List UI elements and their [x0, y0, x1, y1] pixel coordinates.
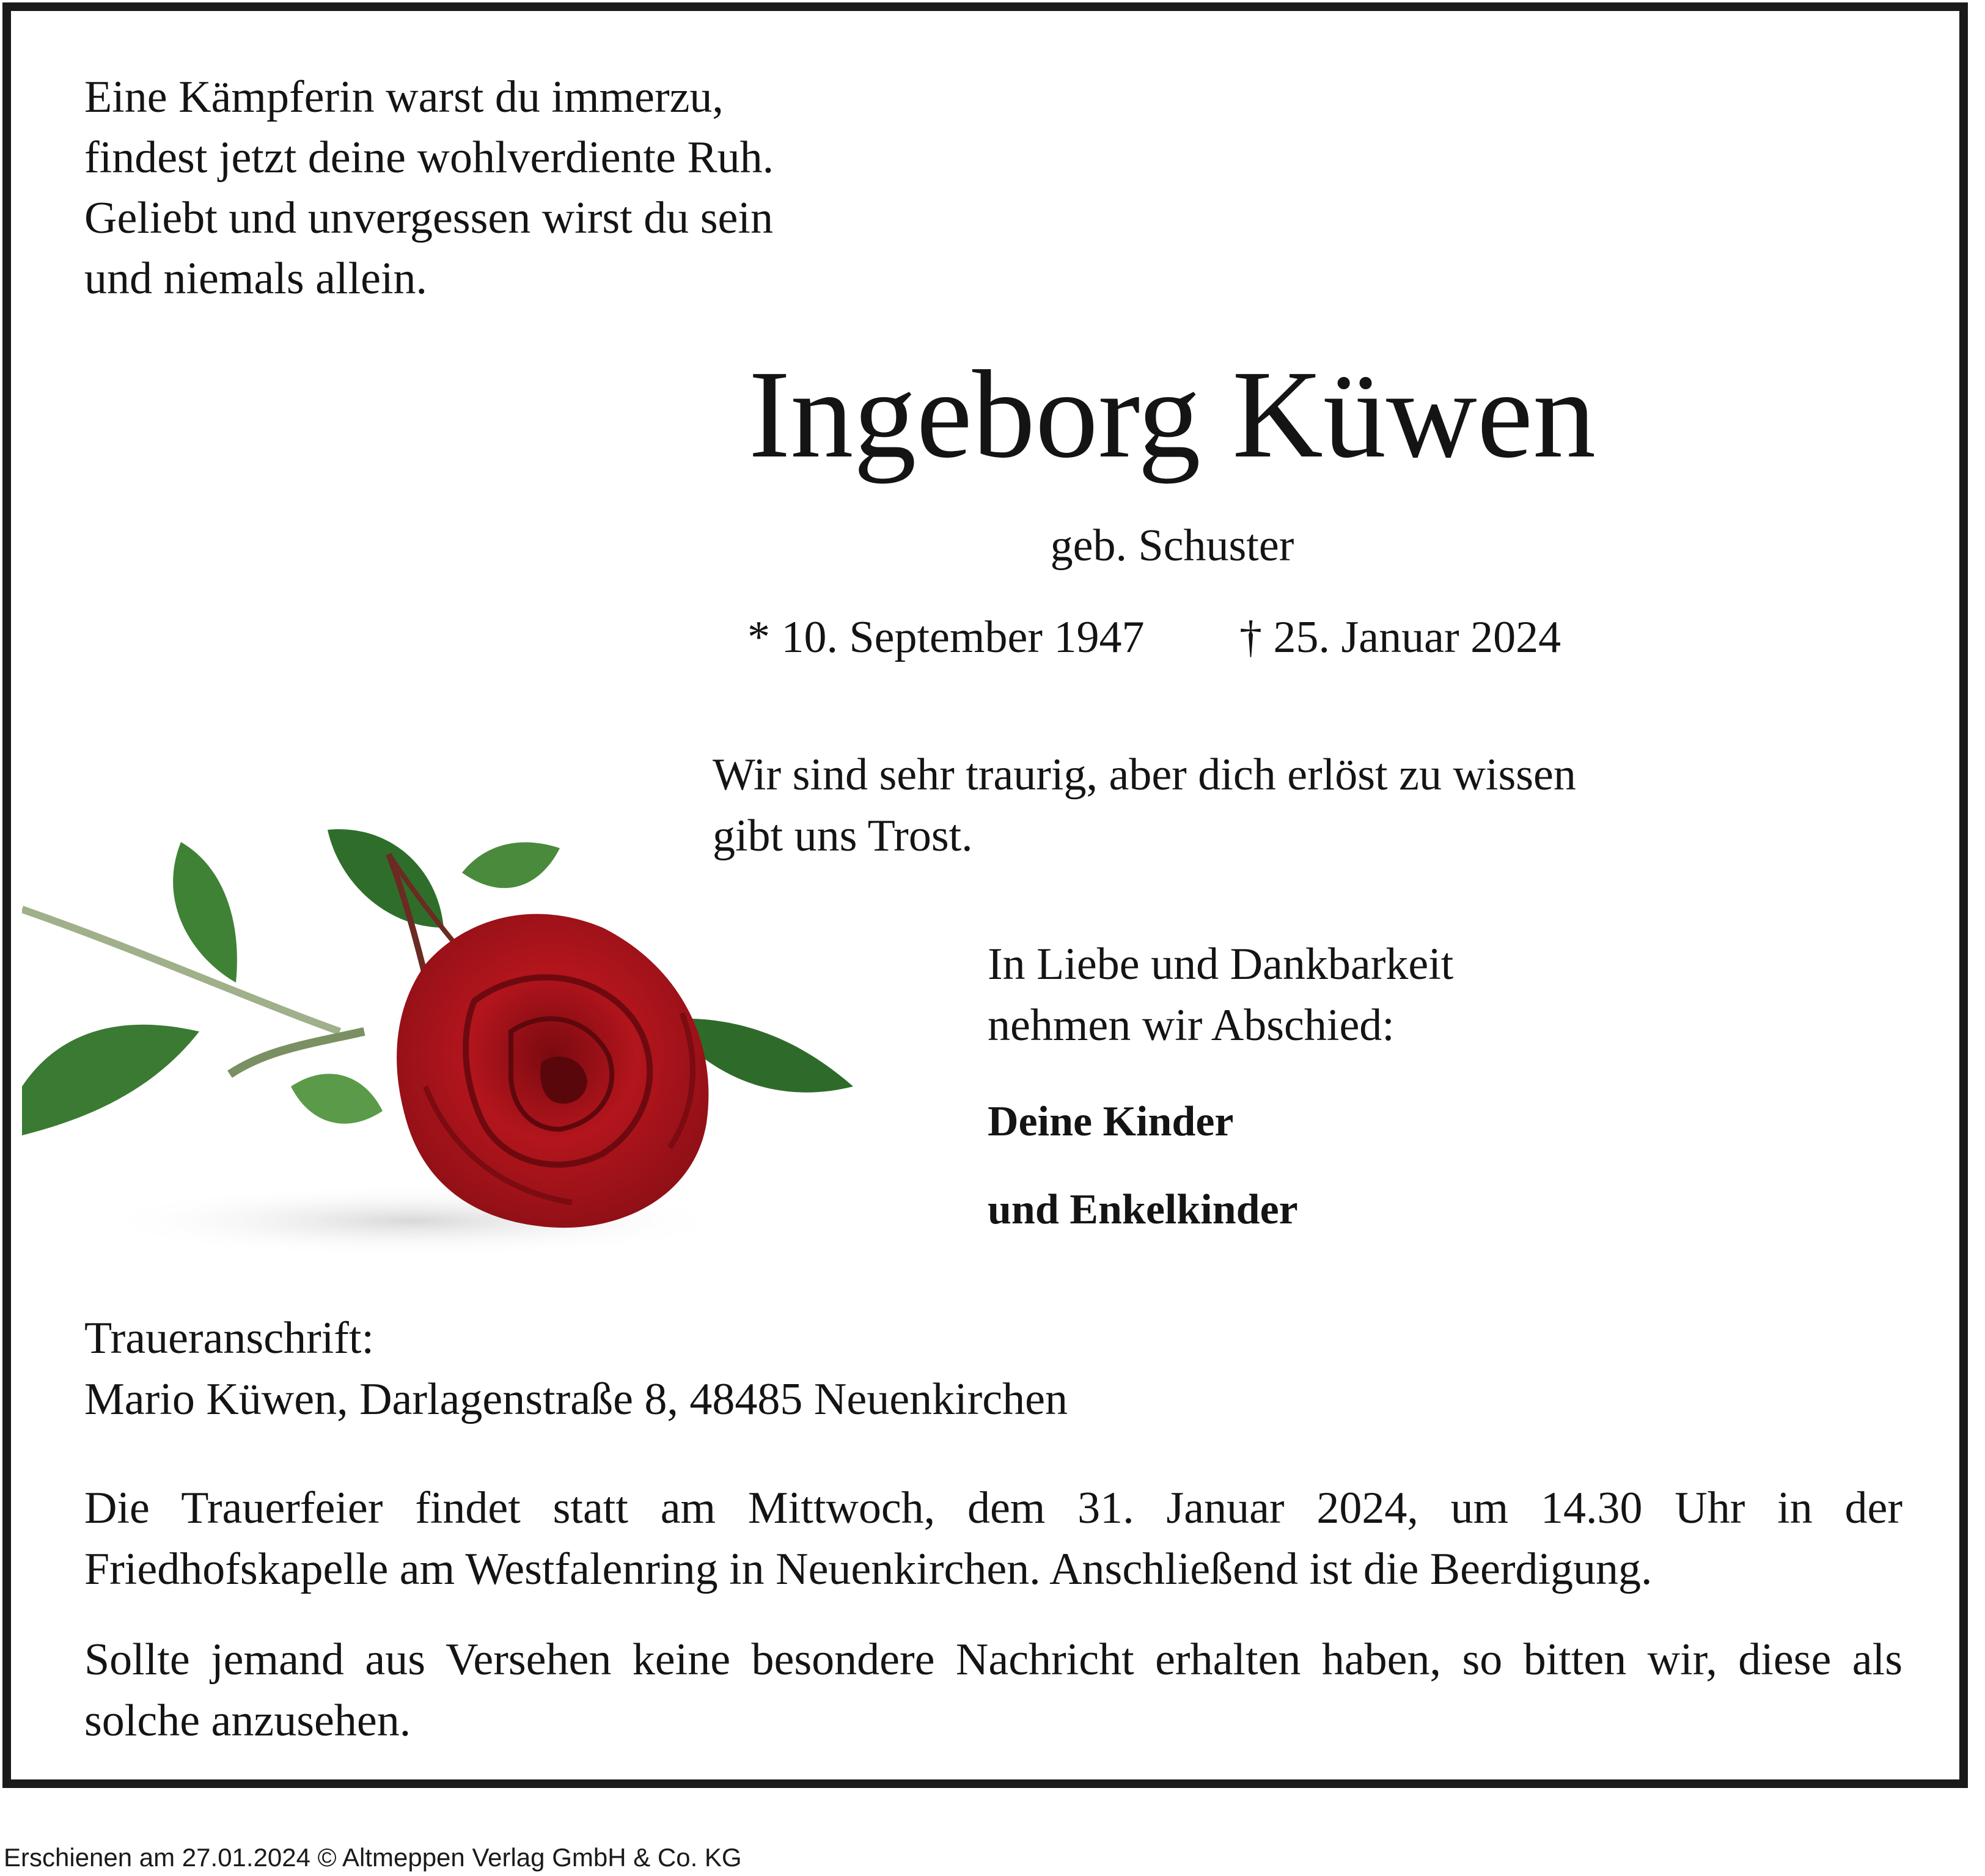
rose-image: [22, 744, 871, 1270]
leaf-icon: [328, 829, 444, 928]
leaf-icon: [291, 1074, 383, 1124]
birth-date: * 10. September 1947: [747, 612, 1145, 662]
poem-line: findest jetzt deine wohlverdiente Ruh.: [84, 133, 774, 183]
death-date: † 25. Januar 2024: [1239, 612, 1561, 662]
family-grandchildren: und Enkelkinder: [988, 1186, 1298, 1233]
mourning-address: [84, 1308, 1068, 1430]
notice-text: Sollte jemand aus Versehen keine besondere Nachricht erhalten haben, so bitten wir, diese als solche anzusehen.: [84, 1635, 1902, 1746]
obituary-frame: [2, 2, 1968, 1788]
poem-line: und niemals allein.: [84, 254, 428, 304]
address-line: Mario Küwen, Darlagenstraße 8, 48485 Neuenkirchen: [84, 1374, 1068, 1424]
leaf-icon: [22, 1025, 199, 1135]
stem-graphic: [22, 909, 340, 1031]
deceased-name: Ingeborg Küwen: [748, 344, 1596, 484]
comfort-line: Wir sind sehr traurig, aber dich erlöst zu wissen: [713, 750, 1576, 800]
address-label: Traueranschrift:: [84, 1313, 375, 1363]
service-info: Die Trauerfeier findet statt am Mittwoch, dem 31. Januar 2024, um 14.30 Uhr in der Friedhofskapelle am Westfalenring in Neuenkirchen. Anschließend ist die Beerdigung.: [84, 1483, 1902, 1594]
poem-line: Geliebt und unvergessen wirst du sein: [84, 193, 773, 243]
maiden-name: geb. Schuster: [1050, 521, 1294, 571]
poem: [84, 67, 774, 309]
publication-footer: Erschienen am 27.01.2024 © Altmeppen Verlag GmbH & Co. KG: [4, 1843, 742, 1872]
farewell-text: [988, 934, 1453, 1056]
comfort-line: gibt uns Trost.: [713, 811, 973, 861]
leaf-icon: [173, 842, 237, 983]
farewell-line: nehmen wir Abschied:: [988, 1000, 1395, 1050]
stem-graphic: [230, 1031, 364, 1074]
poem-line: Eine Kämpferin warst du immerzu,: [84, 72, 724, 122]
leaf-icon: [462, 842, 560, 888]
family-children: Deine Kinder: [988, 1098, 1234, 1145]
farewell-line: In Liebe und Dankbarkeit: [988, 939, 1454, 989]
